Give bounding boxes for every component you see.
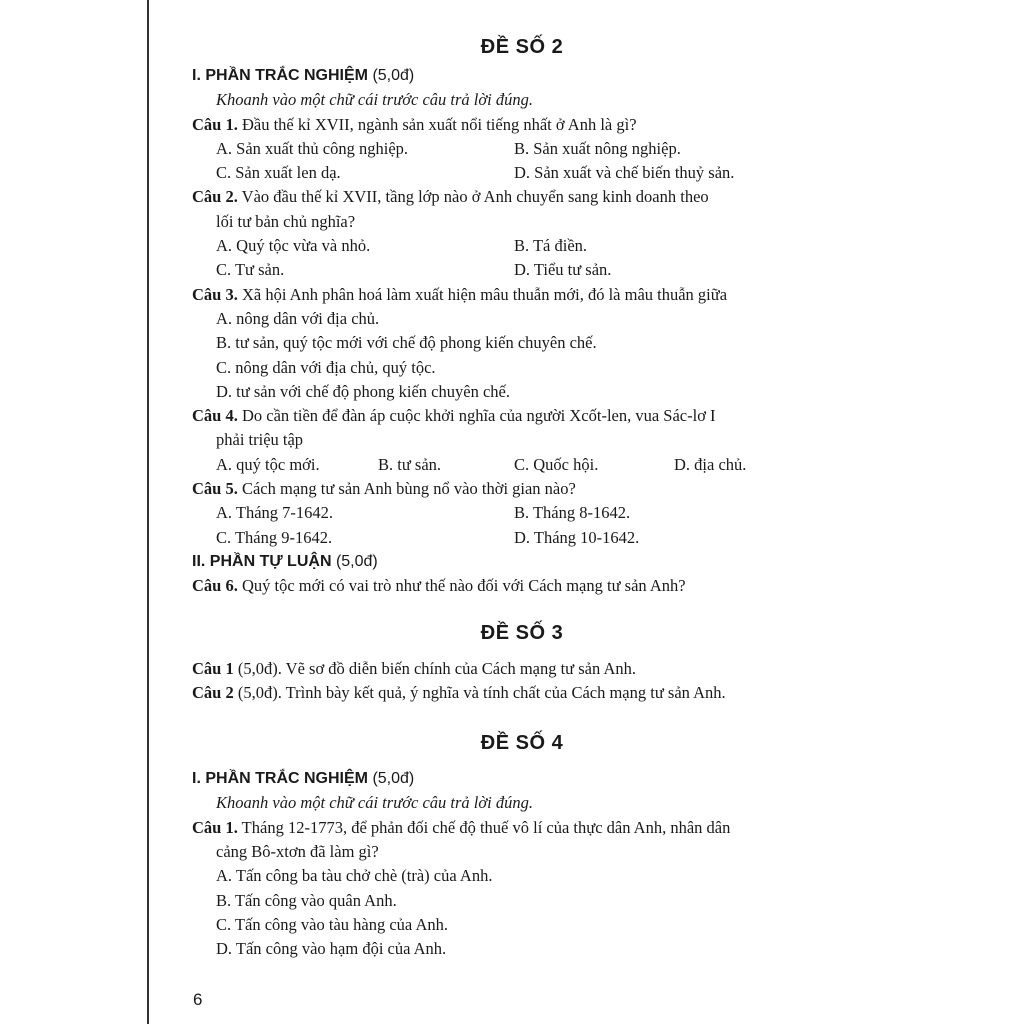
- page-content: [192, 30, 852, 962]
- question-label: Câu 1.: [192, 114, 238, 134]
- option-b[interactable]: B. tư sản.: [378, 454, 442, 474]
- option-b[interactable]: B. Tháng 8-1642.: [514, 503, 631, 523]
- exam-2-question-2: [192, 185, 852, 209]
- option-d[interactable]: D. địa chủ.: [674, 454, 747, 474]
- option-c[interactable]: C. Sản xuất len dạ.: [216, 163, 341, 183]
- margin-rule: [147, 0, 149, 1024]
- question-label: Câu 4.: [192, 406, 238, 426]
- option-c[interactable]: C. Tư sản.: [216, 260, 285, 280]
- option-a[interactable]: A. quý tộc mới.: [216, 454, 320, 474]
- option-a[interactable]: A. Tấn công ba tàu chở chè (trà) của Anh.: [216, 866, 493, 886]
- section-title: I. PHẦN TRẮC NGHIỆM: [192, 770, 368, 788]
- option-b[interactable]: B. Tấn công vào quân Anh.: [216, 890, 397, 910]
- section-title: I. PHẦN TRẮC NGHIỆM: [192, 67, 368, 84]
- question-text: Xã hội Anh phân hoá làm xuất hiện mâu thuẫn mới, đó là mâu thuẫn giữa: [241, 284, 728, 304]
- question-label: Câu 1.: [192, 817, 238, 837]
- exam-2-section-2-heading: [192, 550, 852, 574]
- question-text: (5,0đ). Trình bày kết quả, ý nghĩa và tính chất của Cách mạng tư sản Anh.: [237, 682, 726, 702]
- option-a[interactable]: A. Sản xuất thủ công nghiệp.: [216, 138, 409, 158]
- option-b[interactable]: B. Sản xuất nông nghiệp.: [514, 138, 681, 158]
- question-text: Đầu thế kỉ XVII, ngành sản xuất nổi tiếng nhất ở Anh là gì?: [241, 114, 637, 134]
- exam-2-question-5-options: [192, 501, 852, 550]
- exam-2-question-6: [192, 574, 852, 598]
- question-label: Câu 6.: [192, 576, 238, 596]
- option-a[interactable]: A. nông dân với địa chủ.: [216, 308, 380, 328]
- option-a[interactable]: A. Quý tộc vừa và nhỏ.: [216, 236, 371, 256]
- exam-2-question-2-options: [192, 234, 852, 283]
- option-d[interactable]: D. tư sản với chế độ phong kiến chuyên chế.: [216, 381, 510, 401]
- option-c[interactable]: C. Tấn công vào tàu hàng của Anh.: [216, 914, 449, 934]
- exam-2-title: ĐỀ SỐ 2: [480, 36, 564, 58]
- exam-2-question-5: [192, 477, 852, 501]
- question-label: Câu 5.: [192, 479, 238, 499]
- section-score: (5,0đ): [372, 770, 415, 788]
- section-score: (5,0đ): [372, 67, 415, 84]
- question-label: Câu 2: [192, 682, 234, 702]
- option-b[interactable]: B. Tá điền.: [514, 236, 588, 256]
- question-text-continued: phải triệu tập: [216, 430, 304, 450]
- question-text: Quý tộc mới có vai trò như thế nào đối với Cách mạng tư sản Anh?: [241, 576, 686, 596]
- exam-2-instruction: Khoanh vào một chữ cái trước câu trả lời đúng.: [216, 90, 533, 110]
- exam-4-instruction: Khoanh vào một chữ cái trước câu trả lời đúng.: [216, 793, 533, 813]
- question-text: Tháng 12-1773, để phản đối chế độ thuế vô lí của thực dân Anh, nhân dân: [241, 817, 731, 837]
- option-d[interactable]: D. Tháng 10-1642.: [514, 527, 640, 547]
- exam-3-title: ĐỀ SỐ 3: [480, 621, 564, 644]
- question-text: (5,0đ). Vẽ sơ đồ diễn biến chính của Cách mạng tư sản Anh.: [237, 658, 637, 678]
- exam-2-question-4: [192, 404, 852, 428]
- question-label: Câu 2.: [192, 187, 238, 207]
- section-score: (5,0đ): [335, 552, 378, 570]
- question-text-continued: lối tư bản chủ nghĩa?: [216, 211, 356, 231]
- option-c[interactable]: C. Quốc hội.: [514, 454, 599, 474]
- exam-4-section-1-heading: [192, 767, 852, 791]
- question-label: Câu 3.: [192, 284, 238, 304]
- question-text: Do cần tiền để đàn áp cuộc khởi nghĩa của người Xcốt-len, vua Sác-lơ I: [241, 406, 716, 426]
- option-b[interactable]: B. tư sản, quý tộc mới với chế độ phong kiến chuyên chế.: [216, 333, 597, 353]
- option-c[interactable]: C. Tháng 9-1642.: [216, 527, 333, 547]
- option-a[interactable]: A. Tháng 7-1642.: [216, 503, 334, 523]
- exam-2-question-1: [192, 113, 852, 137]
- option-d[interactable]: D. Sản xuất và chế biến thuỷ sản.: [514, 163, 735, 183]
- exam-3-question-2: [192, 681, 852, 705]
- question-label: Câu 1: [192, 658, 234, 678]
- page-number: 6: [193, 990, 203, 1009]
- exam-4-title: ĐỀ SỐ 4: [480, 732, 564, 755]
- exam-2-section-1-heading: [192, 64, 852, 88]
- question-text-continued: cảng Bô-xtơn đã làm gì?: [216, 842, 379, 862]
- exam-2-question-3: [192, 283, 852, 307]
- option-c[interactable]: C. nông dân với địa chủ, quý tộc.: [216, 357, 436, 377]
- question-text: Vào đầu thế kỉ XVII, tầng lớp nào ở Anh chuyển sang kinh doanh theo: [241, 187, 709, 207]
- question-text: Cách mạng tư sản Anh bùng nổ vào thời gian nào?: [241, 479, 576, 499]
- option-d[interactable]: D. Tiểu tư sản.: [514, 260, 612, 280]
- exam-2-question-4-options: [192, 453, 852, 477]
- section-title: II. PHẦN TỰ LUẬN: [192, 552, 332, 570]
- exam-4-question-1: [192, 816, 852, 840]
- exam-3-question-1: [192, 657, 852, 681]
- option-d[interactable]: D. Tấn công vào hạm đội của Anh.: [216, 939, 447, 959]
- exam-2-question-1-options: [192, 137, 852, 186]
